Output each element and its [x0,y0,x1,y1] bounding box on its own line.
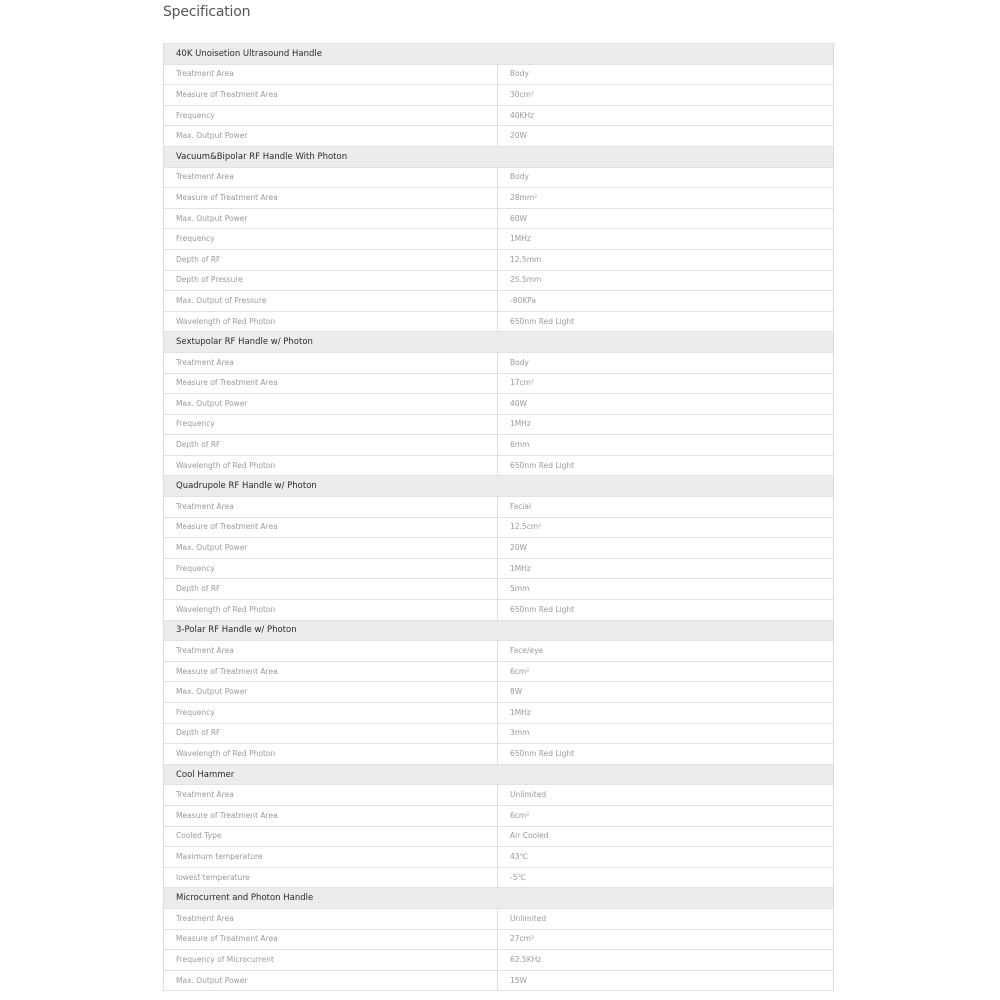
spec-value: 6cm² [498,805,834,826]
spec-value: Body [498,64,834,85]
specification-table [163,43,834,991]
spec-value: 43℃ [498,847,834,868]
spec-label: Measure of Treatment Area [164,373,498,394]
spec-value: Unlimited [498,785,834,806]
spec-label: Treatment Area [164,167,498,188]
spec-value: 17cm² [498,373,834,394]
spec-label: Treatment Area [164,352,498,373]
spec-value: Body [498,352,834,373]
spec-value: 20W [498,538,834,559]
spec-label: Max. Output Power [164,394,498,415]
spec-row [164,600,834,621]
spec-row [164,641,834,662]
section-title: 40K Unoisetion Ultrasound Handle [164,44,834,65]
spec-row [164,908,834,929]
section-header-row [164,146,834,167]
spec-label: Wavelength of Red Photon [164,311,498,332]
spec-label: Frequency [164,105,498,126]
spec-label: Wavelength of Red Photon [164,455,498,476]
spec-label: Treatment Area [164,497,498,518]
spec-row [164,126,834,147]
spec-value: 1MHz [498,414,834,435]
spec-label: Depth of RF [164,723,498,744]
spec-label: Measure of Treatment Area [164,85,498,106]
section-header-row [164,44,834,65]
spec-row [164,682,834,703]
spec-row [164,723,834,744]
spec-row [164,805,834,826]
spec-value: 650nm Red Light [498,455,834,476]
spec-row [164,867,834,888]
spec-value: -80KPa [498,291,834,312]
spec-value: 3mm [498,723,834,744]
spec-label: Measure of Treatment Area [164,805,498,826]
spec-value: 40KHz [498,105,834,126]
spec-row [164,826,834,847]
spec-row [164,208,834,229]
spec-label: Depth of RF [164,435,498,456]
spec-row [164,414,834,435]
spec-label: Max. Output of Pressure [164,291,498,312]
section-title: 3-Polar RF Handle w/ Photon [164,620,834,641]
spec-value: 5mm [498,579,834,600]
spec-row [164,229,834,250]
section-header-row [164,888,834,909]
spec-row [164,661,834,682]
spec-row [164,311,834,332]
spec-row [164,249,834,270]
spec-row [164,270,834,291]
spec-value: 28mm² [498,188,834,209]
spec-row [164,352,834,373]
section-title: Sextupolar RF Handle w/ Photon [164,332,834,353]
spec-row [164,394,834,415]
spec-value: Face/eye [498,641,834,662]
spec-label: Max. Output Power [164,538,498,559]
spec-label: Depth of Pressure [164,270,498,291]
spec-value: 6mm [498,435,834,456]
spec-row [164,950,834,971]
spec-label: Treatment Area [164,785,498,806]
spec-value: 25.5mm [498,270,834,291]
section-header-row [164,620,834,641]
page-title: Specification [163,4,251,20]
spec-value: 650nm Red Light [498,744,834,765]
section-title: Cool Hammer [164,764,834,785]
section-title: Quadrupole RF Handle w/ Photon [164,476,834,497]
spec-value: 6cm² [498,661,834,682]
spec-label: Measure of Treatment Area [164,661,498,682]
spec-value: -5℃ [498,867,834,888]
spec-row [164,64,834,85]
spec-label: lowest temperature [164,867,498,888]
spec-value: Body [498,167,834,188]
spec-label: Frequency [164,414,498,435]
spec-label: Cooled Type [164,826,498,847]
spec-label: Measure of Treatment Area [164,517,498,538]
spec-row [164,497,834,518]
spec-value: 62.5KHz [498,950,834,971]
spec-row [164,558,834,579]
spec-row [164,579,834,600]
spec-value: 12.5mm [498,249,834,270]
spec-row [164,167,834,188]
spec-value: 15W [498,970,834,991]
spec-value: 650nm Red Light [498,311,834,332]
spec-label: Measure of Treatment Area [164,929,498,950]
spec-row [164,435,834,456]
spec-row [164,517,834,538]
spec-row [164,105,834,126]
spec-value: Unlimited [498,908,834,929]
spec-row [164,373,834,394]
section-title: Vacuum&Bipolar RF Handle With Photon [164,146,834,167]
spec-value: Facial [498,497,834,518]
spec-value: Air Cooled [498,826,834,847]
section-header-row [164,476,834,497]
spec-label: Frequency [164,558,498,579]
spec-label: Treatment Area [164,641,498,662]
spec-row [164,188,834,209]
spec-value: 8W [498,682,834,703]
spec-row [164,970,834,991]
spec-value: 1MHz [498,558,834,579]
spec-value: 30cm² [498,85,834,106]
spec-value: 650nm Red Light [498,600,834,621]
spec-row [164,538,834,559]
spec-label: Frequency of Microcurrent [164,950,498,971]
spec-label: Depth of RF [164,249,498,270]
spec-label: Wavelength of Red Photon [164,744,498,765]
spec-label: Treatment Area [164,908,498,929]
spec-row [164,455,834,476]
spec-label: Measure of Treatment Area [164,188,498,209]
spec-row [164,744,834,765]
section-header-row [164,332,834,353]
spec-row [164,291,834,312]
spec-label: Max. Output Power [164,208,498,229]
spec-label: Treatment Area [164,64,498,85]
spec-label: Depth of RF [164,579,498,600]
spec-value: 1MHz [498,229,834,250]
spec-label: Max. Output Power [164,126,498,147]
spec-row [164,85,834,106]
spec-label: Max. Output Power [164,970,498,991]
spec-row [164,785,834,806]
spec-label: Maximum temperature [164,847,498,868]
spec-value: 40W [498,394,834,415]
specification-table-body [164,44,834,991]
section-title: Microcurrent and Photon Handle [164,888,834,909]
spec-label: Max. Output Power [164,682,498,703]
spec-label: Frequency [164,703,498,724]
spec-value: 60W [498,208,834,229]
section-header-row [164,764,834,785]
spec-row [164,929,834,950]
spec-value: 12.5cm² [498,517,834,538]
spec-value: 20W [498,126,834,147]
spec-row [164,703,834,724]
spec-value: 1MHz [498,703,834,724]
spec-value: 27cm² [498,929,834,950]
spec-label: Wavelength of Red Photon [164,600,498,621]
spec-row [164,847,834,868]
spec-label: Frequency [164,229,498,250]
